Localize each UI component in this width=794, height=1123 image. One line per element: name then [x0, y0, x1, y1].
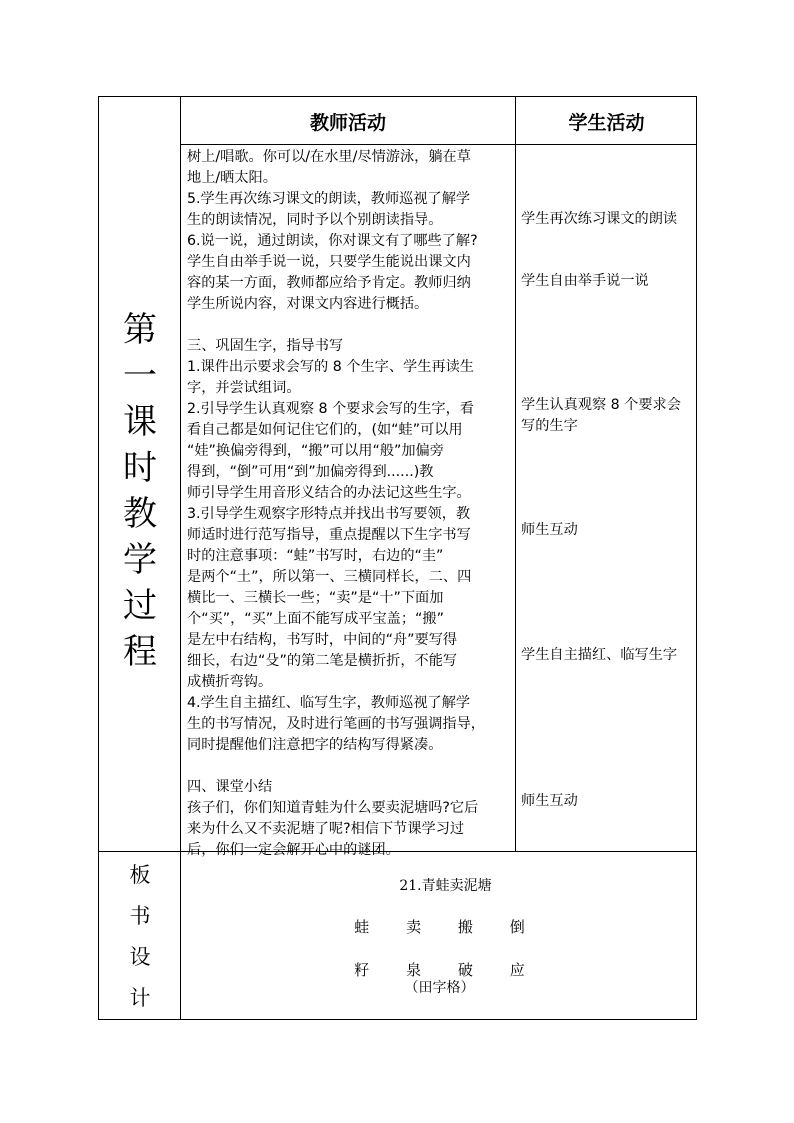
section-label-char: 一 — [123, 356, 157, 396]
teacher-line: 三、巩固生字，指导书写 — [187, 338, 344, 354]
board-char: 籽 — [354, 961, 370, 979]
student-note: 学生再次练习课文的朗读 — [521, 211, 678, 227]
teacher-line: 4.学生自主描红、临写生字，教师巡视了解学 — [187, 695, 471, 711]
board-char: 搬 — [457, 918, 473, 936]
teacher-line: 5.学生再次练习课文的朗读，教师巡视了解学 — [187, 191, 471, 207]
board-label-char: 书 — [129, 904, 151, 928]
section-label-char: 时 — [123, 448, 157, 488]
section-label-char: 程 — [123, 632, 157, 672]
teacher-line: 生的朗读情况，同时予以个别朗读指导。 — [187, 212, 443, 228]
lesson-table — [98, 96, 697, 1020]
board-label-char: 计 — [129, 986, 151, 1010]
board-char: 卖 — [406, 918, 422, 936]
teacher-line: 孩子们，你们知道青蛙为什么要卖泥塘吗?它后 — [187, 800, 479, 816]
teacher-line: 同时提醒他们注意把字的结构写得紧凑。 — [187, 737, 443, 753]
teacher-line: 字，并尝试组词。 — [187, 380, 301, 396]
teacher-line-blank — [187, 756, 511, 777]
teacher-line: 生的书写情况，及时进行笔画的书写强调指导， — [187, 716, 485, 732]
teacher-line: 成横折弯钩。 — [187, 674, 273, 690]
teacher-line: “娃”换偏旁得到，“搬”可以用“般”加偏旁 — [187, 443, 444, 459]
student-note: 学生自主描红、临写生字 — [521, 647, 678, 663]
section-label-lesson-process — [99, 307, 181, 675]
section-label-char: 第 — [123, 310, 157, 350]
student-note: 师生互动 — [521, 793, 578, 809]
teacher-line: 师适时进行范写指导，重点提醒以下生字书写 — [187, 527, 471, 543]
teacher-line: 看自己都是如何记住它们的，(如“蛙”可以用 — [187, 422, 463, 438]
teacher-line: 师引导学生用音形义结合的办法记这些生字。 — [187, 485, 471, 501]
teacher-line: 来为什么又不卖泥塘了呢?相信下节课学习过 — [187, 821, 465, 837]
teacher-line: 树上/唱歌。你可以/在水里/尽情游泳，躺在草 — [187, 149, 471, 165]
teacher-line: 是两个“土”，所以第一、三横同样长，二、四 — [187, 569, 472, 585]
teacher-line: 是左中右结构，书写时，中间的“舟”要写得 — [187, 632, 458, 648]
teacher-line: 2.引导学生认真观察 8 个要求会写的生字，看 — [187, 401, 474, 417]
column-divider-right — [515, 97, 516, 851]
teacher-line: 横比一、三横长一些；“卖”是“十”下面加 — [187, 590, 444, 606]
board-char: 破 — [457, 961, 473, 979]
teacher-line: 个“买”，“买”上面不能写成平宝盖；“搬” — [187, 611, 444, 627]
board-title: 21.青蛙卖泥塘 — [399, 878, 492, 894]
teacher-line: 3.引导学生观察字形特点并找出书写要领，教 — [187, 506, 471, 522]
board-char: 泉 — [406, 961, 422, 979]
header-teacher-activity: 教师活动 — [309, 111, 386, 134]
teacher-line: 学生自由举手说一说，只要学生能说出课文内 — [187, 254, 471, 270]
board-char: 倒 — [509, 918, 525, 936]
board-char: 应 — [509, 961, 525, 979]
student-note: 学生自由举手说一说 — [521, 273, 649, 289]
board-row-1 — [181, 916, 698, 937]
section-label-char: 过 — [123, 586, 157, 626]
teacher-line: 得到，“倒”可用“到”加偏旁得到......)教 — [187, 464, 434, 480]
board-char: 蛙 — [354, 918, 370, 936]
teacher-line: 后，你们一定会解开心中的谜团。 — [187, 842, 400, 858]
teacher-line: 地上/晒太阳。 — [187, 170, 277, 186]
section-label-board-design — [99, 855, 181, 1019]
teacher-line-blank — [187, 315, 511, 336]
teacher-line: 细长，右边“殳”的第二笔是横折折，不能写 — [187, 653, 458, 669]
student-note: 师生互动 — [521, 522, 578, 538]
board-note: （田字格） — [404, 980, 475, 996]
section-label-char: 学 — [123, 540, 157, 580]
student-note: 学生认真观察 8 个要求会写的生字 — [521, 397, 681, 434]
teacher-line: 时的注意事项：“蛙”书写时，右边的“圭” — [187, 548, 444, 564]
teacher-line: 学生所说内容，对课文内容进行概括。 — [187, 296, 429, 312]
teacher-line: 容的某一方面，教师都应给予肯定。教师归纳 — [187, 275, 471, 291]
teacher-line: 6.说一说，通过朗读，你对课文有了哪些了解? — [187, 233, 478, 249]
section-label-char: 教 — [123, 494, 157, 534]
teacher-activity-content — [187, 147, 511, 861]
teacher-line: 四、课堂小结 — [187, 779, 273, 795]
board-label-char: 板 — [129, 863, 151, 887]
board-label-char: 设 — [129, 945, 151, 969]
teacher-line: 1.课件出示要求会写的 8 个生字、学生再读生 — [187, 359, 474, 375]
header-student-activity: 学生活动 — [568, 111, 645, 134]
section-label-char: 课 — [123, 402, 157, 442]
